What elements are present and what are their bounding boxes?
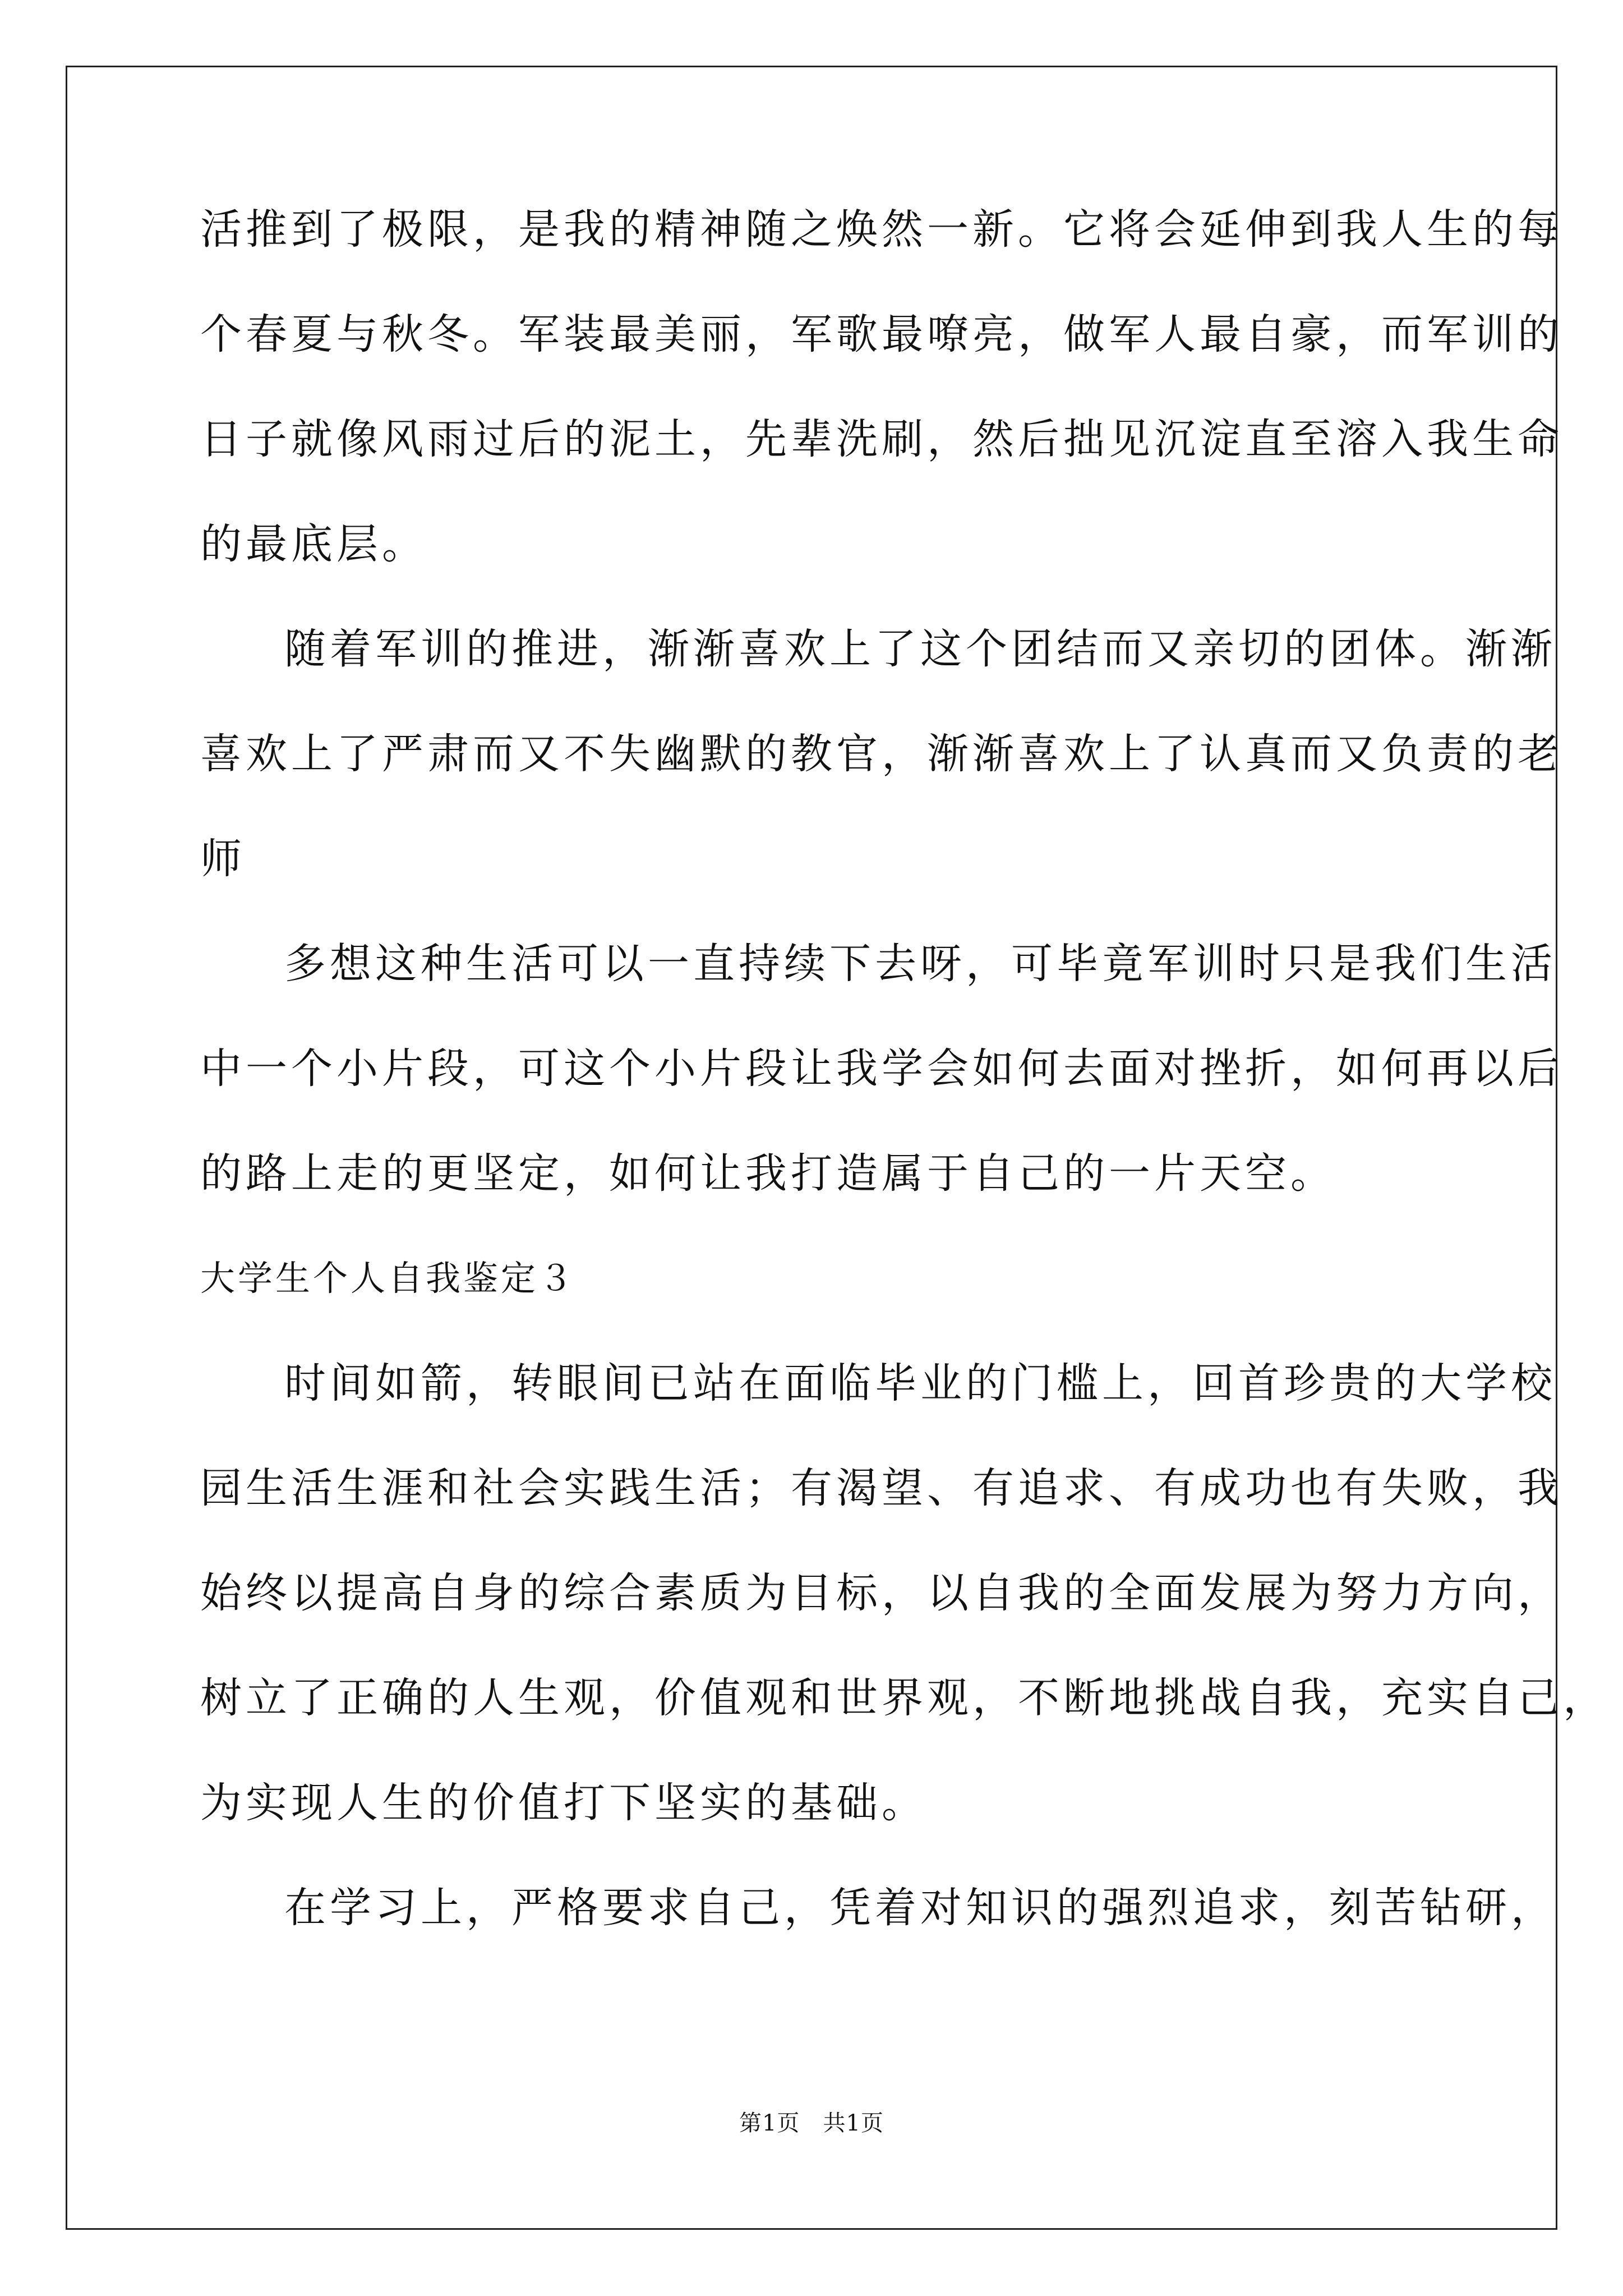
text-line: 个春夏与秋冬。军装最美丽，军歌最嘹亮，做军人最自豪，而军训的 (200, 310, 1563, 358)
text-line: 树立了正确的人生观，价值观和世界观，不断地挑战自我，充实自己， (200, 1674, 1608, 1722)
text-line: 活推到了极限，是我的精神随之焕然一新。它将会延伸到我人生的每 (200, 205, 1563, 254)
paragraph-first-line: 随着军训的推进，渐渐喜欢上了这个团结而又亲切的团体。渐渐 (284, 625, 1556, 673)
document-body (200, 202, 1608, 1985)
text-line: 始终以提高自身的综合素质为目标，以自我的全面发展为努力方向， (200, 1569, 1563, 1617)
text-line: 的最底层。 (200, 520, 427, 568)
text-line: 中一个小片段，可这个小片段让我学会如何去面对挫折，如何再以后 (200, 1045, 1563, 1093)
paragraph-first-line: 多想这种生活可以一直持续下去呀，可毕竟军训时只是我们生活 (284, 940, 1556, 988)
text-line: 日子就像风雨过后的泥土，先辈洗刷，然后拙见沉淀直至溶入我生命 (200, 415, 1563, 463)
page-footer: 第1页 共1页 (739, 2110, 884, 2136)
paragraph-first-line: 时间如箭，转眼间已站在面临毕业的门槛上，回首珍贵的大学校 (284, 1359, 1556, 1407)
text-line: 师 (200, 835, 246, 883)
text-line: 园生活生涯和社会实践生活；有渴望、有追求、有成功也有失败，我 (200, 1464, 1563, 1512)
text-line: 喜欢上了严肃而又不失幽默的教官，渐渐喜欢上了认真而又负责的老 (200, 730, 1563, 778)
paragraph-first-line: 在学习上，严格要求自己，凭着对知识的强烈追求，刻苦钻研， (284, 1884, 1556, 1932)
text-line: 为实现人生的价值打下坚实的基础。 (200, 1779, 927, 1827)
text-line: 的路上走的更坚定，如何让我打造属于自己的一片天空。 (200, 1149, 1336, 1198)
section-heading: 大学生个人自我鉴定３ (200, 1258, 577, 1299)
